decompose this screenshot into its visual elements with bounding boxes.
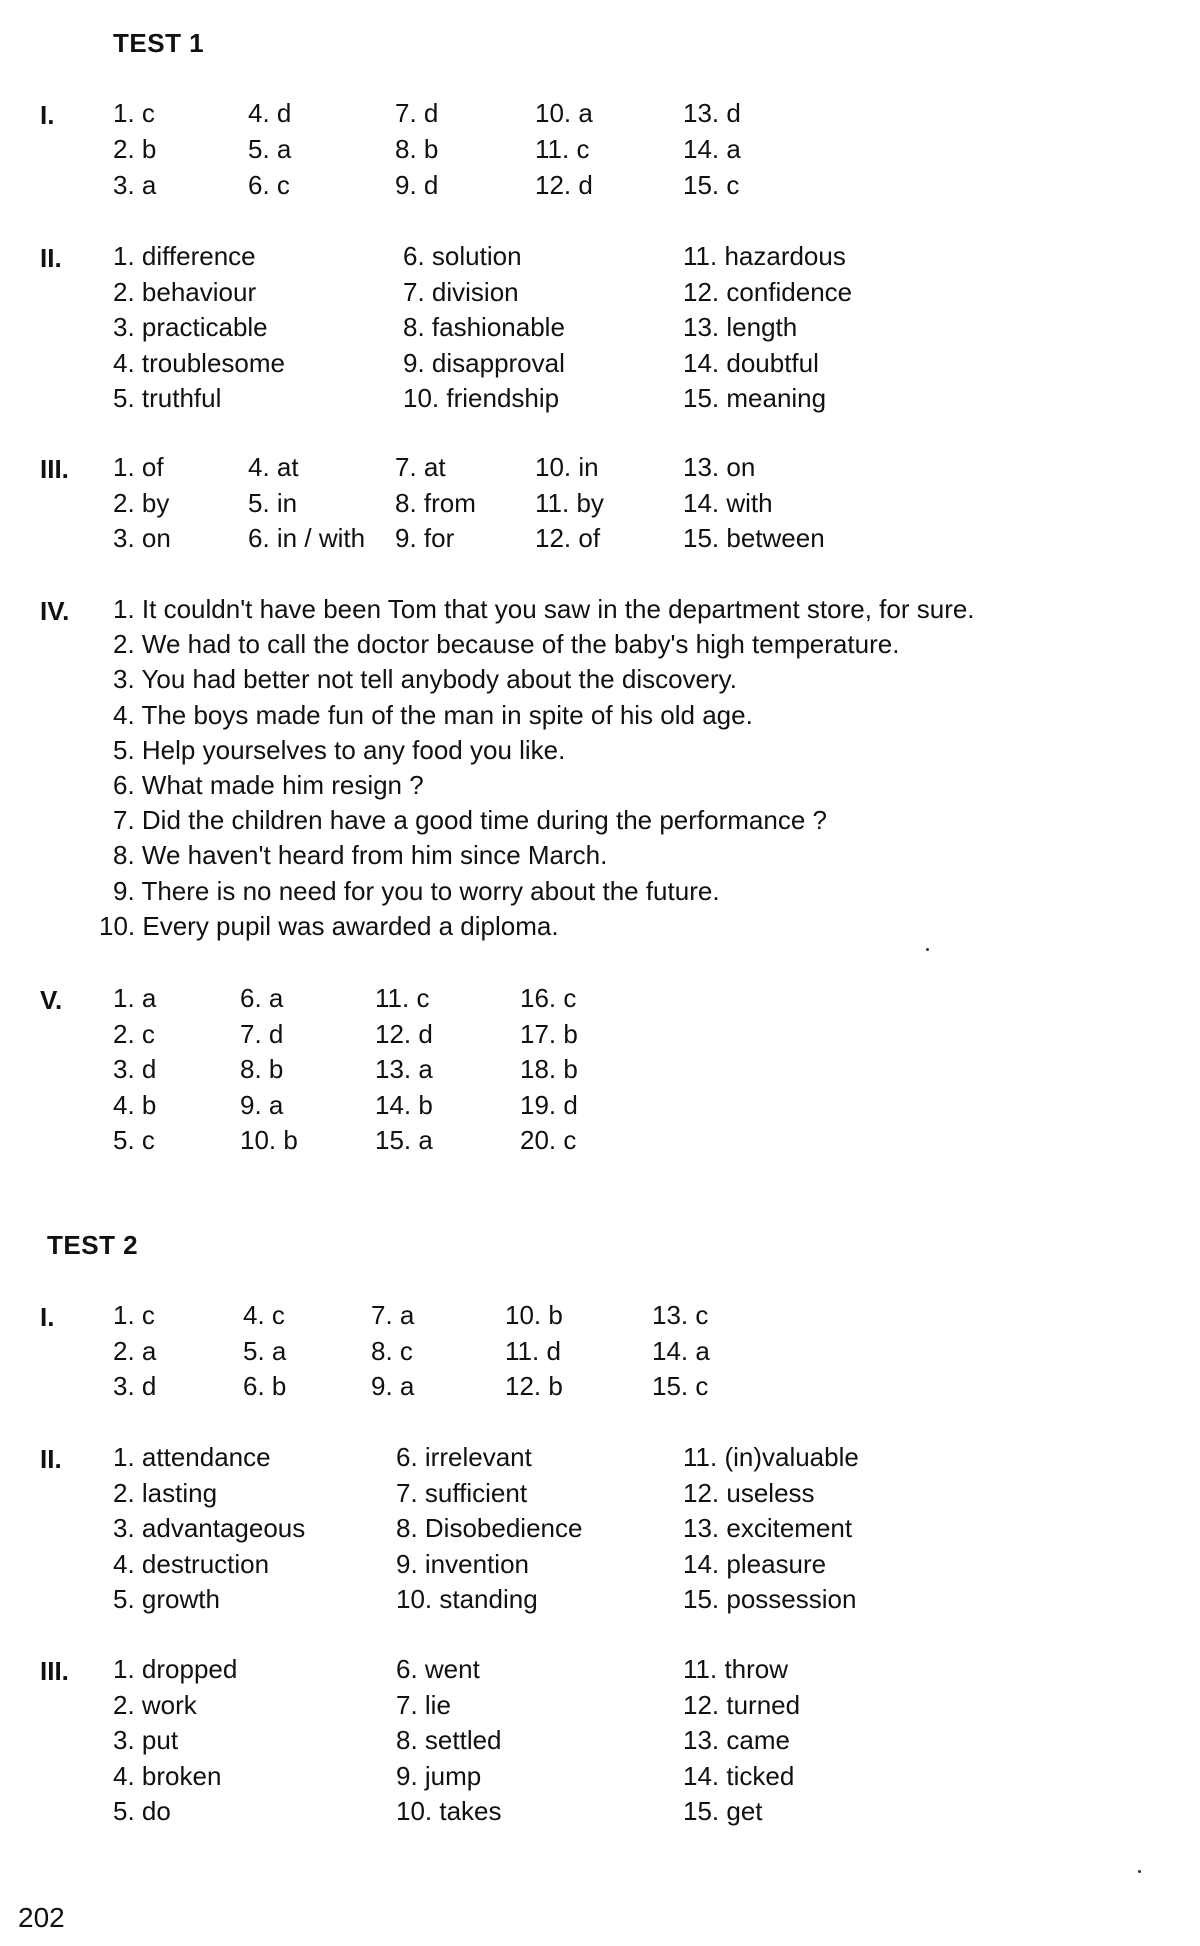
answer-cell: 10. takes [396,1796,502,1826]
test-1-section-v-label: V. [40,985,63,1015]
answer-cell: 13. length [683,312,798,342]
answer-cell: 9. d [395,170,439,200]
test-1-section-iv-label: IV. [40,596,70,626]
answer-cell: 13. excitement [683,1513,853,1543]
answer-cell: 8. b [395,134,439,164]
answer-cell: 18. b [520,1054,578,1084]
answer-cell: 8. settled [396,1725,502,1755]
test-1-section-ii-label: II. [40,243,62,273]
answer-cell: 5. c [113,1125,155,1155]
answer-cell: 4. d [248,98,292,128]
answer-cell: 10. standing [396,1584,538,1614]
answer-cell: 6. solution [403,241,522,271]
answer-cell: 13. came [683,1725,790,1755]
answer-cell: 4. at [248,452,299,482]
answer-cell: 7. a [371,1300,415,1330]
answer-sentence: 6. What made him resign ? [113,770,424,800]
answer-cell: 7. d [395,98,439,128]
answer-sentence: 2. We had to call the doctor because of the baby's high temperature. [113,629,900,660]
answer-cell: 11. (in)valuable [683,1442,859,1472]
answer-cell: 9. a [371,1371,415,1401]
answer-cell: 15. possession [683,1584,857,1614]
test-1-section-i-label: I. [40,100,55,130]
answer-cell: 5. a [243,1335,287,1366]
answer-cell: 1. c [113,1300,155,1330]
answer-cell: 6. irrelevant [396,1442,532,1472]
answer-cell: 1. c [113,98,155,128]
answer-cell: 2. c [113,1018,155,1049]
answer-cell: 3. on [113,523,171,553]
answer-sentence: 5. Help yourselves to any food you like. [113,734,566,765]
answer-cell: 9. a [240,1089,284,1120]
answer-cell: 5. in [248,487,298,518]
stray-dot [926,948,929,951]
answer-cell: 13. on [683,452,756,482]
test-2-section-i-label: I. [40,1302,55,1332]
answer-cell: 9. jump [396,1760,482,1791]
answer-cell: 13. a [375,1054,433,1084]
answer-cell: 6. c [248,170,290,200]
answer-cell: 9. invention [396,1548,529,1579]
answer-cell: 12. confidence [683,276,853,307]
answer-cell: 11. by [535,487,604,518]
answer-cell: 2. work [113,1689,197,1720]
answer-cell: 14. doubtful [683,347,819,378]
test-2-section-ii-label: II. [40,1444,62,1474]
answer-cell: 3. put [113,1725,179,1755]
answer-cell: 3. d [113,1371,157,1401]
answer-cell: 8. from [395,487,476,518]
answer-cell: 5. truthful [113,383,222,413]
answer-cell: 5. a [248,134,292,164]
answer-cell: 8. b [240,1054,284,1084]
answer-cell: 6. a [240,983,284,1013]
answer-cell: 4. b [113,1089,157,1120]
answer-sentence: 10. Every pupil was awarded a diploma. [99,910,559,941]
answer-cell: 8. fashionable [403,312,565,342]
answer-cell: 12. d [375,1018,433,1049]
answer-cell: 14. a [683,134,741,164]
test-1-title: TEST 1 [113,28,205,58]
answer-cell: 15. between [683,523,825,553]
answer-cell: 14. b [375,1089,433,1120]
answer-cell: 11. c [375,983,430,1013]
answer-cell: 4. troublesome [113,347,285,378]
answer-cell: 12. of [535,523,601,553]
answer-cell: 12. useless [683,1477,815,1508]
answer-sentence: 9. There is no need for you to worry about the future. [113,875,720,906]
answer-sentence: 4. The boys made fun of the man in spite of his old age. [113,699,753,730]
answer-cell: 16. c [520,983,577,1013]
answer-cell: 15. c [652,1371,709,1401]
answer-cell: 4. destruction [113,1548,270,1579]
answer-cell: 12. d [535,170,593,200]
answer-cell: 11. d [505,1335,561,1366]
answer-cell: 3. d [113,1054,157,1084]
answer-cell: 9. disapproval [403,347,565,378]
answer-cell: 7. division [403,276,519,307]
answer-cell: 14. ticked [683,1760,795,1791]
answer-cell: 11. hazardous [683,241,846,271]
answer-cell: 9. for [395,523,455,553]
answer-cell: 7. sufficient [396,1477,528,1508]
answer-sentence: 8. We haven't heard from him since March. [113,840,608,871]
answer-cell: 2. lasting [113,1477,218,1508]
answer-cell: 19. d [520,1089,578,1120]
answer-cell: 11. throw [683,1654,789,1684]
answer-sentence: 1. It couldn't have been Tom that you saw in the department store, for sure. [113,594,975,624]
answer-cell: 5. growth [113,1584,220,1614]
answer-cell: 10. a [535,98,593,128]
test-2-title: TEST 2 [47,1230,139,1260]
answer-cell: 6. b [243,1371,287,1401]
answer-sentence: 3. You had better not tell anybody about the discovery. [113,664,737,695]
answer-cell: 1. attendance [113,1442,271,1472]
answer-cell: 4. c [243,1300,285,1330]
answer-cell: 20. c [520,1125,577,1155]
answer-cell: 13. d [683,98,741,128]
answer-cell: 8. Disobedience [396,1513,583,1543]
answer-cell: 4. broken [113,1760,222,1791]
test-1-section-iii-label: III. [40,454,69,484]
answer-cell: 2. by [113,487,170,518]
stray-dot [1138,1870,1141,1873]
page-number: 202 [18,1902,65,1933]
answer-cell: 17. b [520,1018,578,1049]
answer-cell: 10. b [505,1300,563,1330]
answer-cell: 3. practicable [113,312,268,342]
answer-cell: 1. of [113,452,164,482]
answer-cell: 15. meaning [683,383,827,413]
test-2-section-iii-label: III. [40,1656,69,1686]
answer-cell: 2. a [113,1335,157,1366]
answer-cell: 14. a [652,1335,710,1366]
answer-cell: 14. pleasure [683,1548,827,1579]
answer-cell: 12. turned [683,1689,801,1720]
answer-cell: 6. went [396,1654,480,1684]
answer-cell: 1. dropped [113,1654,238,1684]
answer-cell: 13. c [652,1300,709,1330]
answer-cell: 8. c [371,1335,413,1366]
answer-cell: 7. at [395,452,446,482]
answer-cell: 7. lie [396,1689,451,1720]
answer-cell: 5. do [113,1796,171,1826]
answer-cell: 15. a [375,1125,433,1155]
answer-cell: 3. advantageous [113,1513,306,1543]
answer-cell: 15. get [683,1796,763,1826]
answer-cell: 11. c [535,134,590,164]
answer-cell: 1. a [113,983,157,1013]
answer-cell: 10. friendship [403,383,560,413]
answer-cell: 14. with [683,487,773,518]
answer-cell: 3. a [113,170,157,200]
answer-cell: 6. in / with [248,523,366,553]
answer-cell: 15. c [683,170,740,200]
answer-cell: 7. d [240,1018,284,1049]
answer-cell: 12. b [505,1371,563,1401]
answer-cell: 10. in [535,452,599,482]
answer-sentence: 7. Did the children have a good time during the performance ? [113,805,827,836]
answer-cell: 2. b [113,134,157,164]
answer-cell: 2. behaviour [113,276,257,307]
answer-cell: 10. b [240,1125,298,1155]
answer-cell: 1. difference [113,241,256,271]
